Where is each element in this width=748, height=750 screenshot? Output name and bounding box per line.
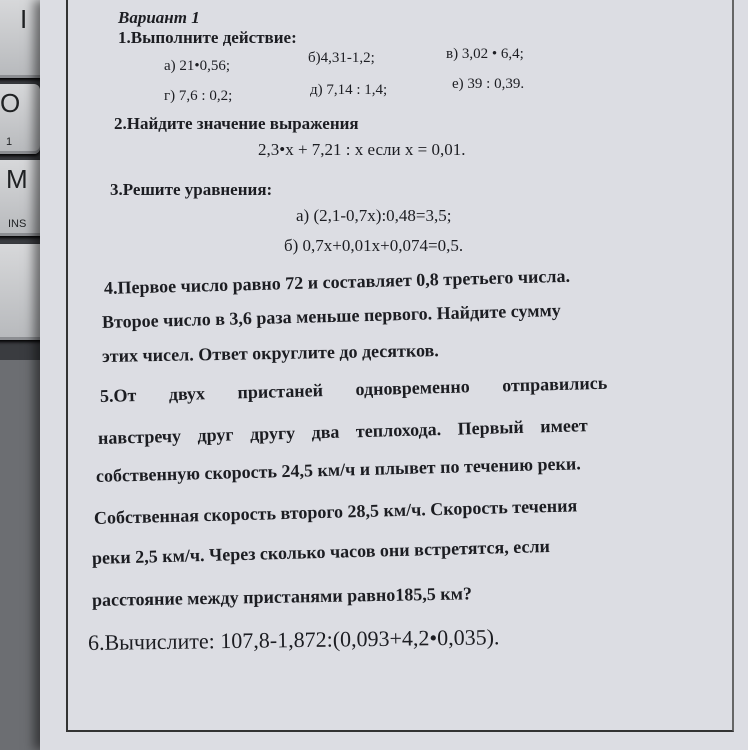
task5-line6: расстояние между пристанями равно185,5 км?	[91, 583, 473, 610]
task1-option-g: г) 7,6 : 0,2;	[164, 88, 233, 104]
task3-equation-b: б) 0,7x+0,01x+0,074=0,5.	[284, 236, 464, 255]
task2-title: 2.Найдите значение выражения	[114, 114, 359, 133]
task6-line1: 6.Вычислите: 107,8-1,872:(0,093+4,2•0,035).	[87, 624, 500, 655]
task4-line2: Второе число в 3,6 раза меньше первого. Найдите сумму	[101, 299, 562, 332]
task5-line3: собственную скорость 24,5 км/ч и плывет по течению реки.	[95, 453, 581, 486]
variant-title: Вариант 1	[118, 8, 200, 27]
key-sub-label: INS	[8, 218, 27, 230]
key-sub-label: 1	[6, 136, 13, 148]
task1-title: 1.Выполните действие:	[118, 28, 297, 47]
worksheet-paper	[40, 0, 748, 750]
task1-option-e: е) 39 : 0,39.	[452, 76, 525, 92]
worksheet-frame	[66, 0, 734, 732]
task1-option-a: а) 21•0,56;	[164, 58, 231, 74]
key-label: M	[6, 164, 28, 194]
task5-line5: реки 2,5 км/ч. Через сколько часов они встретятся, если	[91, 536, 551, 568]
task1-option-v: в) 3,02 • 6,4;	[446, 46, 524, 62]
task1-option-b: б)4,31-1,2;	[308, 50, 375, 66]
task2-expression: 2,3•x + 7,21 : x если x = 0,01.	[258, 140, 466, 159]
task5-line1: 5.От двух пристаней одновременно отправились	[99, 372, 608, 406]
key-label: I	[20, 4, 28, 34]
task5-line4: Собственная скорость второго 28,5 км/ч. Скорость течения	[93, 495, 578, 528]
task4-line1: 4.Первое число равно 72 и составляет 0,8 третьего числа.	[103, 265, 571, 298]
task1-option-d: д) 7,14 : 1,4;	[310, 82, 388, 98]
key-o[interactable]	[0, 84, 40, 154]
task3-title: 3.Решите уравнения:	[110, 180, 273, 199]
task5-line2: навстречу друг другу два теплохода. Первый имеет	[97, 415, 588, 448]
task3-equation-a: а) (2,1-0,7x):0,48=3,5;	[296, 206, 452, 225]
task4-line3: этих чисел. Ответ округлите до десятков.	[101, 340, 439, 366]
key-label: O	[0, 88, 21, 118]
